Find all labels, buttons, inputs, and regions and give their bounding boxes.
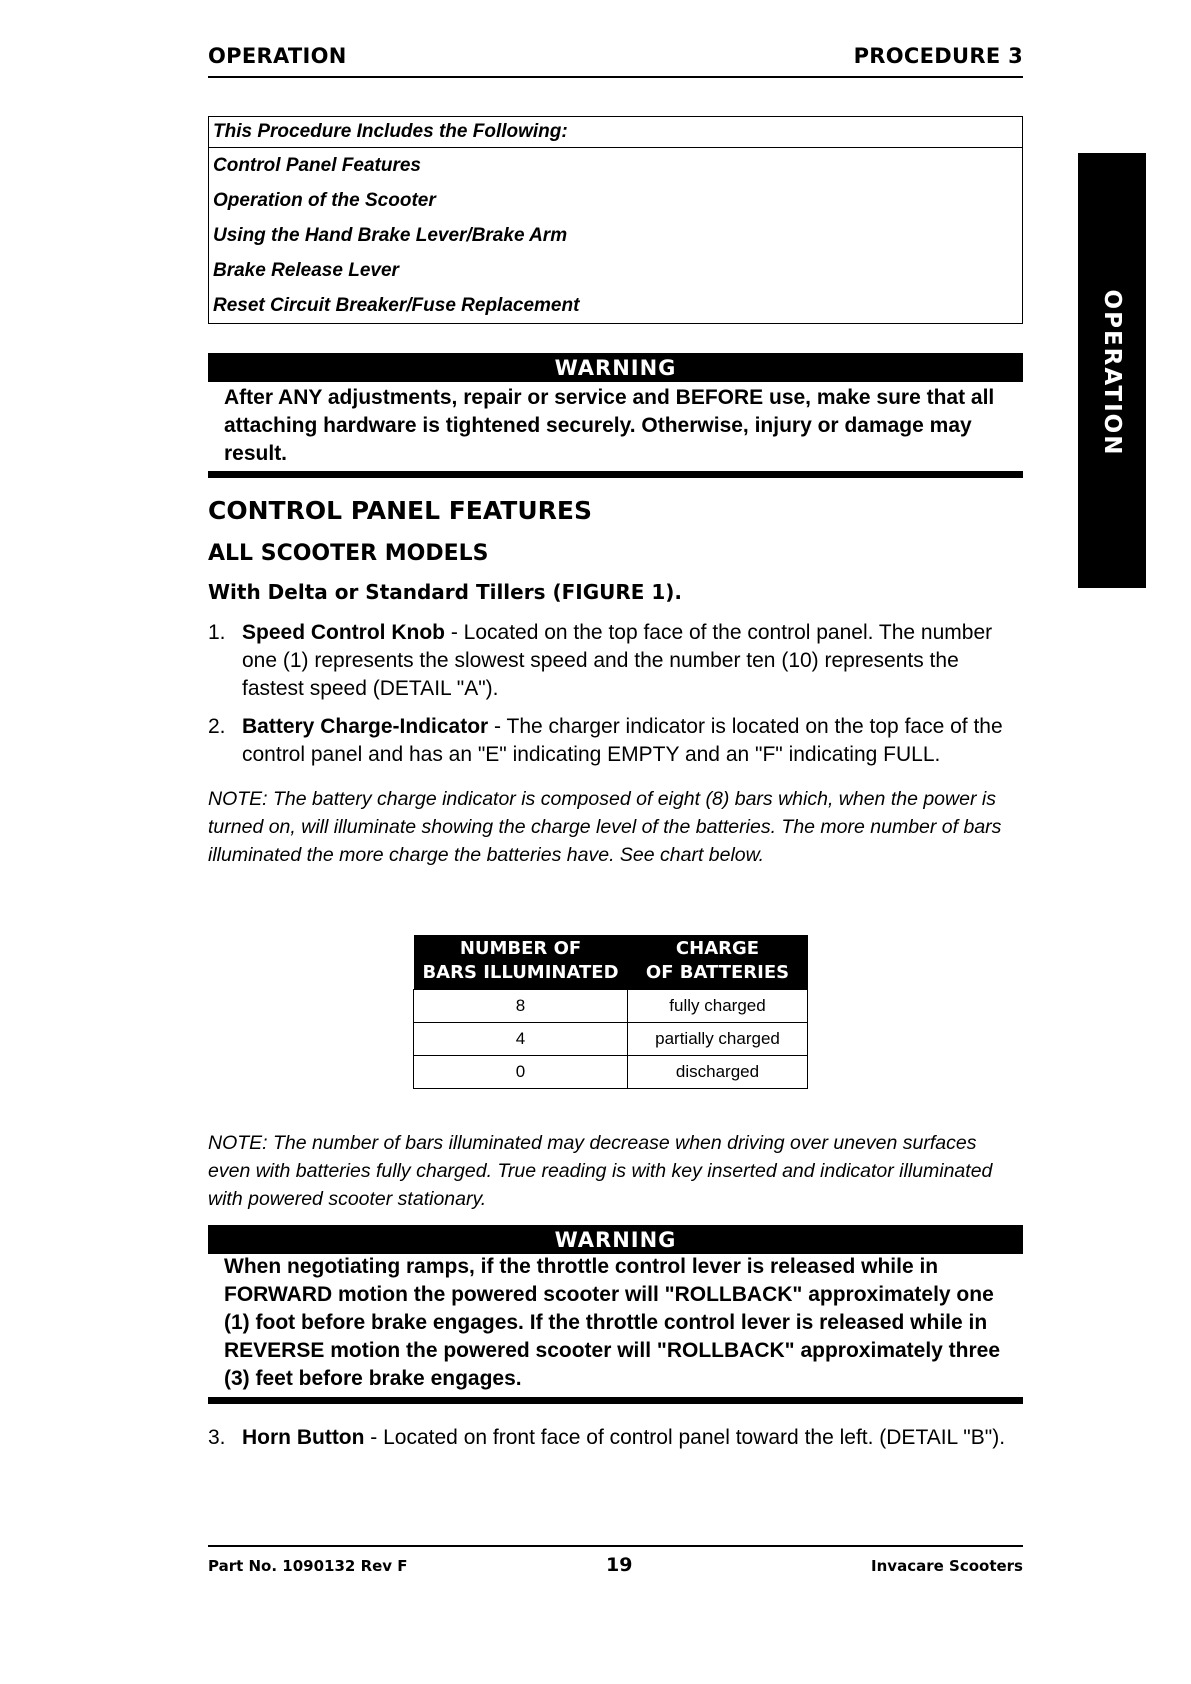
table-row [414,1056,808,1089]
procedure-contents-box [208,116,1023,324]
list-item-number: 2. [208,715,226,738]
list-item-description: - Located on front face of control panel toward the left. (DETAIL "B"). [364,1426,1006,1449]
contents-item: Brake Release Lever [213,260,399,281]
list-item-number: 1. [208,621,226,644]
list-item-description: - The charger indicator is located on the top face of the control panel and has an "E" indicating EMPTY and an "F" indicating FULL. [242,715,1003,766]
contents-item: Using the Hand Brake Lever/Brake Arm [213,225,568,246]
list-item-term: Battery Charge-Indicator [242,715,489,738]
table-cell-charge: discharged [628,1056,808,1089]
contents-item: Reset Circuit Breaker/Fuse Replacement [213,295,580,316]
table-header-row [414,935,808,990]
side-tab-label: OPERATION [1099,289,1125,457]
table-cell-bars: 0 [414,1056,628,1089]
list-item [208,619,1023,703]
section-subtitle: ALL SCOOTER MODELS [208,541,489,566]
table-row [414,990,808,1023]
warning-text: When negotiating ramps, if the throttle control lever is released while in FORWARD motion the powered scooter will "ROLLBACK" approximately one (1) foot before brake engages. If the throttle control lever is released while in REVERSE motion the powered scooter will "ROLLBACK" approximately three (3) feet before brake engages. [224,1255,1001,1390]
section-title: CONTROL PANEL FEATURES [208,496,592,525]
header-procedure-label: PROCEDURE 3 [853,44,1023,68]
header-rule [208,76,1023,78]
note-battery-indicator: NOTE: The battery charge indicator is composed of eight (8) bars which, when the power is turned on, will illuminate showing the charge level of the batteries. The more number of bars illuminated the more charge the batteries have. See chart below. [208,788,1002,866]
list-item-term: Speed Control Knob [242,621,445,644]
header-line: OF BATTERIES [645,962,790,983]
warning-end-rule [208,1397,1023,1404]
side-section-tab [1078,153,1146,588]
warning-end-rule [208,471,1023,478]
table-cell-charge: fully charged [628,990,808,1023]
list-item [208,1424,1023,1452]
list-item-term: Horn Button [242,1426,365,1449]
header-section-label: OPERATION [208,44,347,68]
header-line: NUMBER OF [459,938,582,959]
contents-title: This Procedure Includes the Following: [209,117,1022,148]
list-item-number: 3. [208,1426,226,1449]
table-cell-bars: 4 [414,1023,628,1056]
table-header-cell [414,935,628,990]
section-subsubtitle: With Delta or Standard Tillers (FIGURE 1). [208,580,683,604]
contents-item: Operation of the Scooter [213,190,436,211]
footer-rule [208,1545,1023,1547]
footer-brand: Invacare Scooters [871,1557,1023,1575]
footer-part-number: Part No. 1090132 Rev F [208,1557,408,1575]
table-cell-charge: partially charged [628,1023,808,1056]
table-cell-bars: 8 [414,990,628,1023]
warning-banner: WARNING [208,1225,1023,1254]
header-line: CHARGE [675,938,760,959]
table-row [414,1023,808,1056]
table-header-cell [628,935,808,990]
list-item-description: - Located on the top face of the control panel. The number one (1) represents the slowest speed and the number ten (10) represents the fastest speed (DETAIL "A"). [242,621,993,700]
note-bar-reading: NOTE: The number of bars illuminated may decrease when driving over uneven surfaces even with batteries fully charged. True reading is with key inserted and indicator illuminated with powered scooter stationary. [208,1132,993,1210]
page-number: 19 [606,1554,633,1576]
warning-text: After ANY adjustments, repair or service and BEFORE use, make sure that all attaching hardware is tightened securely. Otherwise, injury or damage may result. [224,386,995,465]
warning-banner: WARNING [208,353,1023,382]
list-item [208,713,1023,769]
header-line: BARS ILLUMINATED [422,962,619,983]
charge-table [413,935,808,1089]
contents-item: Control Panel Features [213,155,421,176]
